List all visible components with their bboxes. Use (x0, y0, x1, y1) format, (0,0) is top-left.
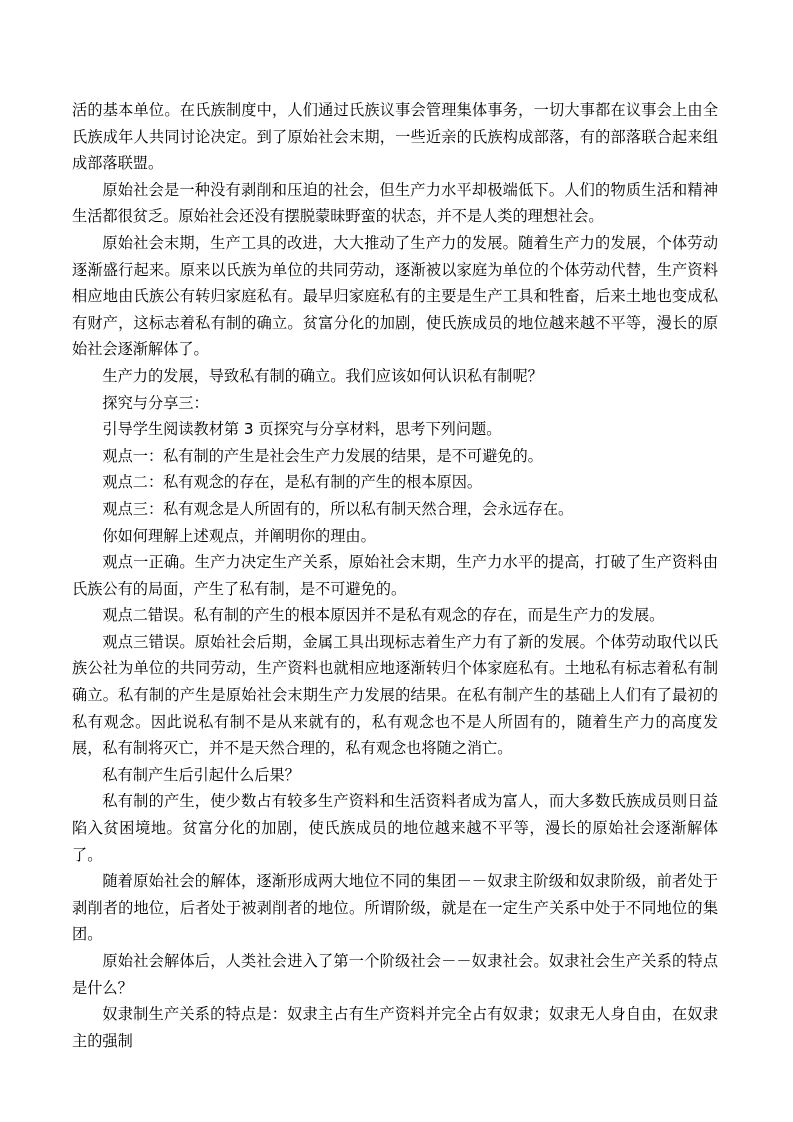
question-paragraph: 私有制产生后引起什么后果？ (102, 765, 300, 784)
paragraph: 原始社会解体后，人类社会进入了第一个阶级社会－－奴隶社会。奴隶社会生产关系的特点是什么？ (72, 952, 718, 997)
answer-paragraph: 观点一正确。生产力决定生产关系，原始社会末期，生产力水平的提高，打破了生产资料由氏族公有的局面，产生了私有制，是不可避免的。 (72, 553, 718, 598)
document-body (72, 97, 718, 1054)
paragraph: 私有制的产生，使少数占有较多生产资料和生活资料者成为富人，而大多数氏族成员则日益陷入贫困境地。贫富分化的加剧，使氏族成员的地位越来越不平等，漫长的原始社会逐渐解体了。 (72, 792, 718, 864)
viewpoint-item: 观点三：私有观念是人所固有的，所以私有制天然合理，会永远存在。 (102, 499, 574, 518)
section-heading: 探究与分享三： (102, 393, 209, 412)
paragraph: 原始社会是一种没有剥削和压迫的社会，但生产力水平却极端低下。人们的物质生活和精神生活都很贫乏。原始社会还没有摆脱蒙昧野蛮的状态，并不是人类的理想社会。 (72, 180, 718, 226)
answer-paragraph: 观点三错误。原始社会后期，金属工具出现标志着生产力有了新的发展。个体劳动取代以氏族公社为单位的共同劳动，生产资料也就相应地逐渐转归个体家庭私有。土地私有标志着私有制确立。私有制的产生是原始社会末期生产力发展的结果。在私有制产生的基础上人们有了最初的私有观念。因此说私有制不是从来就有的，私有观念也不是人所固有的，随着生产力的高度发展，私有制将灭亡，并不是天然合理的，私有观念也将随之消亡。 (72, 632, 718, 758)
paragraph-continuation: 活的基本单位。在氏族制度中，人们通过氏族议事会管理集体事务，一切大事都在议事会上由全氏族成年人共同讨论决定。到了原始社会末期，一些近亲的氏族构成部落，有的部落联合起来组成部落联盟。 (72, 101, 718, 173)
viewpoint-item: 观点一：私有制的产生是社会生产力发展的结果，是不可避免的。 (102, 446, 543, 465)
question-paragraph: 你如何理解上述观点，并阐明你的理由。 (102, 526, 376, 545)
paragraph: 原始社会末期，生产工具的改进，大大推动了生产力的发展。随着生产力的发展，个体劳动逐渐盛行起来。原来以氏族为单位的共同劳动，逐渐被以家庭为单位的个体劳动代替，生产资料相应地由氏族公有转归家庭私有。最早归家庭私有的主要是生产工具和牲畜，后来土地也变成私有财产，这标志着私有制的确立。贫富分化的加剧，使氏族成员的地位越来越不平等，漫长的原始社会逐渐解体了。 (72, 233, 718, 359)
paragraph: 奴隶制生产关系的特点是：奴隶主占有生产资料并完全占有奴隶；奴隶无人身自由，在奴隶主的强制 (72, 1005, 718, 1050)
paragraph: 随着原始社会的解体，逐渐形成两大地位不同的集团－－奴隶主阶级和奴隶阶级，前者处于剥削者的地位，后者处于被剥削者的地位。所谓阶级，就是在一定生产关系中处于不同地位的集团。 (72, 872, 718, 944)
question-paragraph: 生产力的发展，导致私有制的确立。我们应该如何认识私有制呢？ (102, 366, 543, 385)
answer-paragraph: 观点二错误。私有制的产生的根本原因并不是私有观念的存在，而是生产力的发展。 (102, 606, 665, 625)
viewpoint-item: 观点二：私有观念的存在，是私有制的产生的根本原因。 (102, 473, 483, 492)
paragraph: 引导学生阅读教材第 3 页探究与分享材料，思考下列问题。 (102, 420, 502, 439)
